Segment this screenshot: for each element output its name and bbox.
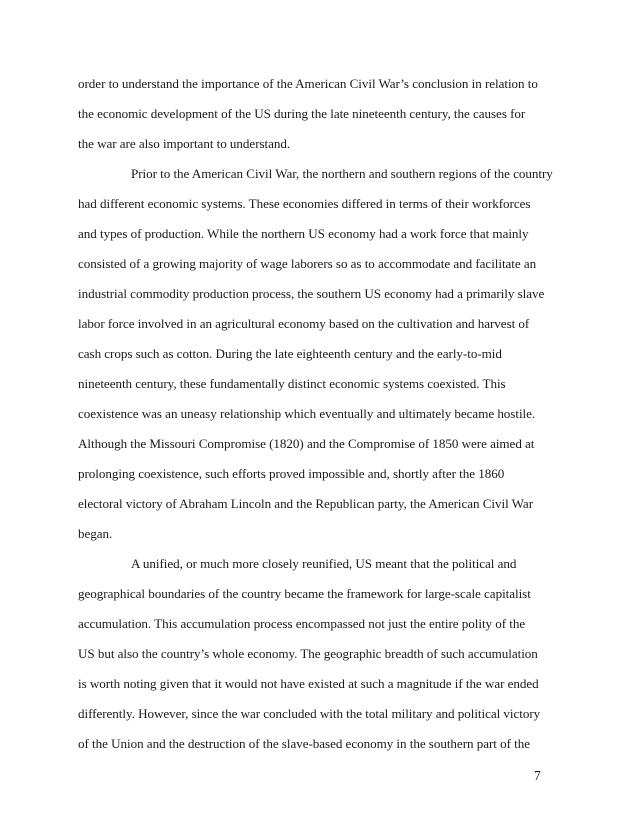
text-line: accumulation. This accumulation process encompassed not just the entire polity of the bbox=[78, 616, 526, 631]
text-line: labor force involved in an agricultural economy based on the cultivation and harvest of bbox=[78, 316, 530, 331]
text-line: differently. However, since the war concluded with the total military and political victory bbox=[78, 706, 541, 721]
text-line: the war are also important to understand. bbox=[78, 136, 291, 151]
text-line: nineteenth century, these fundamentally distinct economic systems coexisted. This bbox=[78, 376, 506, 391]
text-line: of the Union and the destruction of the slave-based economy in the southern part of the bbox=[78, 736, 530, 751]
text-line: geographical boundaries of the country became the framework for large-scale capitalist bbox=[78, 586, 531, 601]
text-line: the economic development of the US during the late nineteenth century, the causes for bbox=[78, 106, 526, 121]
text-line: and types of production. While the northern US economy had a work force that mainly bbox=[78, 226, 529, 241]
text-line: coexistence was an uneasy relationship which eventually and ultimately became hostile. bbox=[78, 406, 536, 421]
text-line: had different economic systems. These economies differed in terms of their workforces bbox=[78, 196, 531, 211]
paragraph-first-line: Prior to the American Civil War, the northern and southern regions of the country bbox=[131, 166, 553, 181]
body-text bbox=[78, 69, 568, 759]
text-line: cash crops such as cotton. During the late eighteenth century and the early-to-mid bbox=[78, 346, 502, 361]
text-line: electoral victory of Abraham Lincoln and the Republican party, the American Civil War bbox=[78, 496, 534, 511]
paragraph-first-line: A unified, or much more closely reunified, US meant that the political and bbox=[131, 556, 517, 571]
page-number: 7 bbox=[534, 768, 541, 783]
text-line: began. bbox=[78, 526, 113, 541]
text-line: industrial commodity production process, the southern US economy had a primarily slave bbox=[78, 286, 545, 301]
text-line: prolonging coexistence, such efforts proved impossible and, shortly after the 1860 bbox=[78, 466, 505, 481]
text-line: US but also the country’s whole economy. The geographic breadth of such accumulation bbox=[78, 646, 538, 661]
text-line: Although the Missouri Compromise (1820) and the Compromise of 1850 were aimed at bbox=[78, 436, 535, 451]
text-line: consisted of a growing majority of wage laborers so as to accommodate and facilitate an bbox=[78, 256, 537, 271]
text-line: is worth noting given that it would not have existed at such a magnitude if the war ended bbox=[78, 676, 539, 691]
text-line: order to understand the importance of the American Civil War’s conclusion in relation to bbox=[78, 76, 538, 91]
